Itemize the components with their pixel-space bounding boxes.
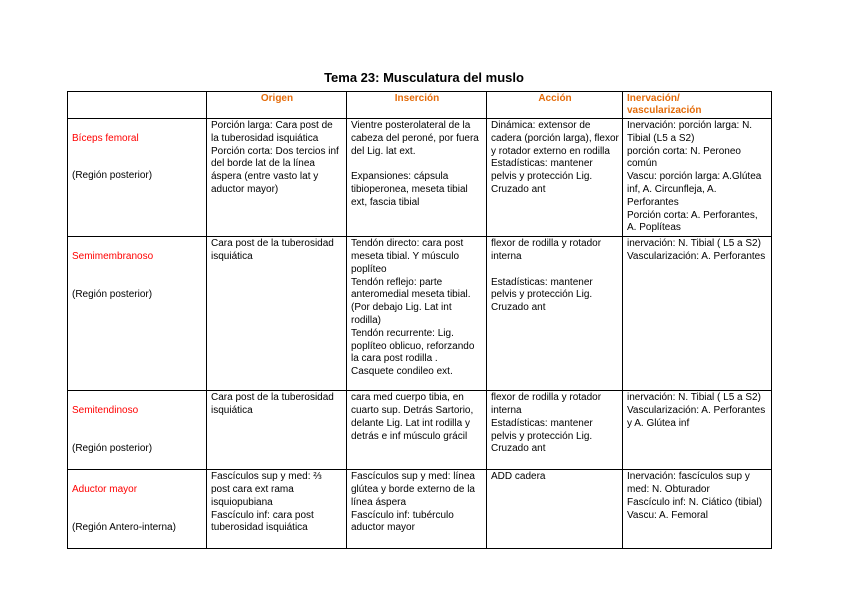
origen-cell: Cara post de la tuberosidad isquiática	[207, 237, 347, 391]
inervacion-cell: Inervación: fascículos sup y med: N. Obturador Fascículo inf: N. Ciático (tibial) Vascu: A. Femoral	[623, 470, 772, 549]
origen-cell: Cara post de la tuberosidad isquiática	[207, 391, 347, 470]
accion-cell: ADD cadera	[487, 470, 623, 549]
muscle-cell	[68, 237, 207, 391]
muscle-name: Semimembranoso	[72, 250, 154, 262]
header-inervacion: Inervación/ vascularización	[623, 92, 772, 119]
page-title: Tema 23: Musculatura del muslo	[324, 70, 524, 85]
insercion-cell: Tendón directo: cara post meseta tibial. Y músculo poplíteo Tendón reflejo: parte anteromedial meseta tibial. (Por debajo Lig. Lat int rodilla) Tendón recurrente: Lig. poplíteo oblicuo, reforzando la cara post rodilla . Casquete condileo ext.	[347, 237, 487, 391]
muscle-name: Bíceps femoral	[72, 132, 139, 144]
table-header-row	[68, 92, 772, 119]
muscle-cell	[68, 470, 207, 549]
muscle-table	[67, 91, 772, 549]
header-origen: Origen	[207, 92, 347, 119]
inervacion-cell: inervación: N. Tibial ( L5 a S2) Vascularización: A. Perforantes	[623, 237, 772, 391]
insercion-cell: Vientre posterolateral de la cabeza del peroné, por fuera del Lig. lat ext. Expansiones: cápsula tibioperonea, meseta tibial ext, fascia tibial	[347, 119, 487, 237]
accion-cell: flexor de rodilla y rotador interna Estadísticas: mantener pelvis y protección Lig. Cruzado ant	[487, 237, 623, 391]
muscle-cell	[68, 391, 207, 470]
insercion-cell: Fascículos sup y med: línea glútea y borde externo de la línea áspera Fascículo inf: tubérculo aductor mayor	[347, 470, 487, 549]
muscle-cell	[68, 119, 207, 237]
table-row	[68, 237, 772, 391]
inervacion-cell: inervación: N. Tibial ( L5 a S2) Vascularización: A. Perforantes y A. Glútea inf	[623, 391, 772, 470]
accion-cell: flexor de rodilla y rotador interna Estadísticas: mantener pelvis y protección Lig. Cruzado ant	[487, 391, 623, 470]
header-accion: Acción	[487, 92, 623, 119]
insercion-cell: cara med cuerpo tibia, en cuarto sup. Detrás Sartorio, delante Lig. Lat int rodilla y detrás e inf músculo grácil	[347, 391, 487, 470]
table-row	[68, 470, 772, 549]
region-label: (Región posterior)	[72, 170, 153, 182]
table-row	[68, 391, 772, 470]
origen-cell: Porción larga: Cara post de la tuberosidad isquiática Porción corta: Dos tercios inf del borde lat de la línea áspera (entre vasto lat y aductor mayor)	[207, 119, 347, 237]
region-label: (Región posterior)	[72, 288, 153, 300]
muscle-name: Semitendinoso	[72, 404, 139, 416]
origen-cell: Fascículos sup y med: ⅔ post cara ext rama isquiopubiana Fascículo inf: cara post tuberosidad isquiática	[207, 470, 347, 549]
region-label: (Región Antero-interna)	[72, 521, 176, 533]
header-empty	[68, 92, 207, 119]
inervacion-cell: Inervación: porción larga: N. Tibial (L5 a S2) porción corta: N. Peroneo común Vascu: porción larga: A.Glútea inf, A. Circunfleja, A. Perforantes Porción corta: A. Perforantes, A. Poplíteas	[623, 119, 772, 237]
table-row	[68, 119, 772, 237]
muscle-name: Aductor mayor	[72, 483, 138, 495]
header-insercion: Inserción	[347, 92, 487, 119]
region-label: (Región posterior)	[72, 442, 153, 454]
accion-cell: Dinámica: extensor de cadera (porción larga), flexor y rotador externo en rodilla Estadísticas: mantener pelvis y protección Lig. Cruzado ant	[487, 119, 623, 237]
